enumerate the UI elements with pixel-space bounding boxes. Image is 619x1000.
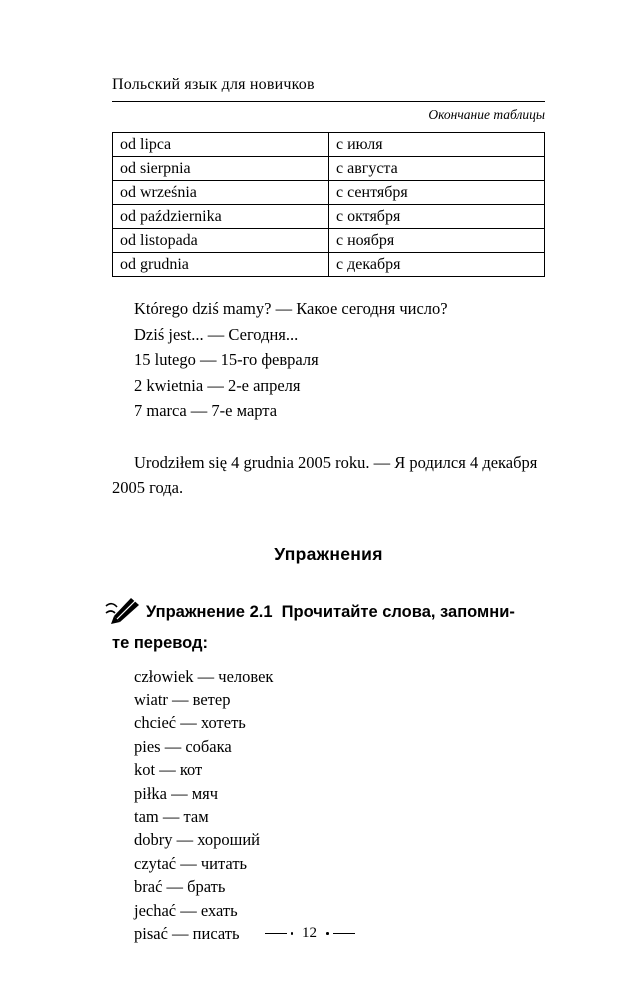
birth-paragraph: Urodziłem się 4 grudnia 2005 roku. — Я родился 4 декабря 2005 года. — [112, 452, 538, 497]
footer-dot-left — [291, 932, 294, 935]
date-line: Którego dziś mamy? — Какое сегодня число? — [134, 299, 448, 318]
table-cell-ru: с июля — [329, 133, 545, 157]
table-cell-ru: с сентября — [329, 181, 545, 205]
word-item: człowiek — человек — [134, 666, 274, 686]
table-cell-ru: с декабря — [329, 253, 545, 277]
exercise-title-line2: те перевод: — [112, 634, 208, 653]
table-cell-pl: od grudnia — [113, 253, 329, 277]
table-cell-pl: od września — [113, 181, 329, 205]
table-caption: Окончание таблицы — [428, 107, 545, 122]
date-line: 15 lutego — 15-го февраля — [134, 350, 319, 370]
word-item: jechać — ехать — [134, 900, 238, 920]
table-row — [113, 229, 545, 253]
date-line: 7 marca — 7-е марта — [134, 401, 278, 421]
word-list — [134, 665, 545, 946]
page-content — [112, 76, 545, 946]
word-item: pies — собака — [134, 736, 232, 756]
table-row — [113, 181, 545, 205]
running-head: Польский язык для новичков — [112, 76, 545, 102]
table-cell-ru: с октября — [329, 205, 545, 229]
date-line: 2 kwietnia — 2-е апреля — [134, 375, 301, 395]
table-cell-ru: с августа — [329, 157, 545, 181]
date-line: Dziś jest... — Сегодня... — [134, 324, 299, 344]
section-heading: Упражнения — [274, 544, 383, 565]
exercise-heading — [112, 601, 545, 655]
table-cell-ru: с ноября — [329, 229, 545, 253]
word-item: dobry — хороший — [134, 830, 260, 850]
table-cell-pl: od lipca — [113, 133, 329, 157]
date-examples — [134, 296, 545, 424]
footer-dot-right — [326, 932, 329, 935]
word-item: kot — кот — [134, 760, 203, 780]
table-cell-pl: od sierpnia — [113, 157, 329, 181]
page-number: 12 — [302, 925, 317, 941]
exercise-heading-line1 — [112, 601, 545, 632]
word-item: chcieć — хотеть — [134, 713, 246, 733]
pen-icon — [104, 597, 140, 632]
page-footer — [0, 925, 619, 942]
months-table — [112, 132, 545, 277]
word-item: wiatr — ветер — [134, 689, 231, 709]
word-item: piłka — мяч — [134, 783, 219, 803]
word-item: brać — брать — [134, 877, 226, 897]
table-row — [113, 205, 545, 229]
word-item: pisać — писать — [134, 924, 240, 944]
table-row — [113, 133, 545, 157]
word-item: tam — там — [134, 807, 209, 827]
table-cell-pl: od października — [113, 205, 329, 229]
footer-rule-right — [333, 933, 355, 934]
table-row — [113, 253, 545, 277]
word-item: czytać — читать — [134, 853, 248, 873]
footer-rule-left — [265, 933, 287, 934]
table-row — [113, 157, 545, 181]
exercise-title-line1: Упражнение 2.1 Прочитайте слова, запомни- — [146, 603, 515, 622]
table-cell-pl: od listopada — [113, 229, 329, 253]
